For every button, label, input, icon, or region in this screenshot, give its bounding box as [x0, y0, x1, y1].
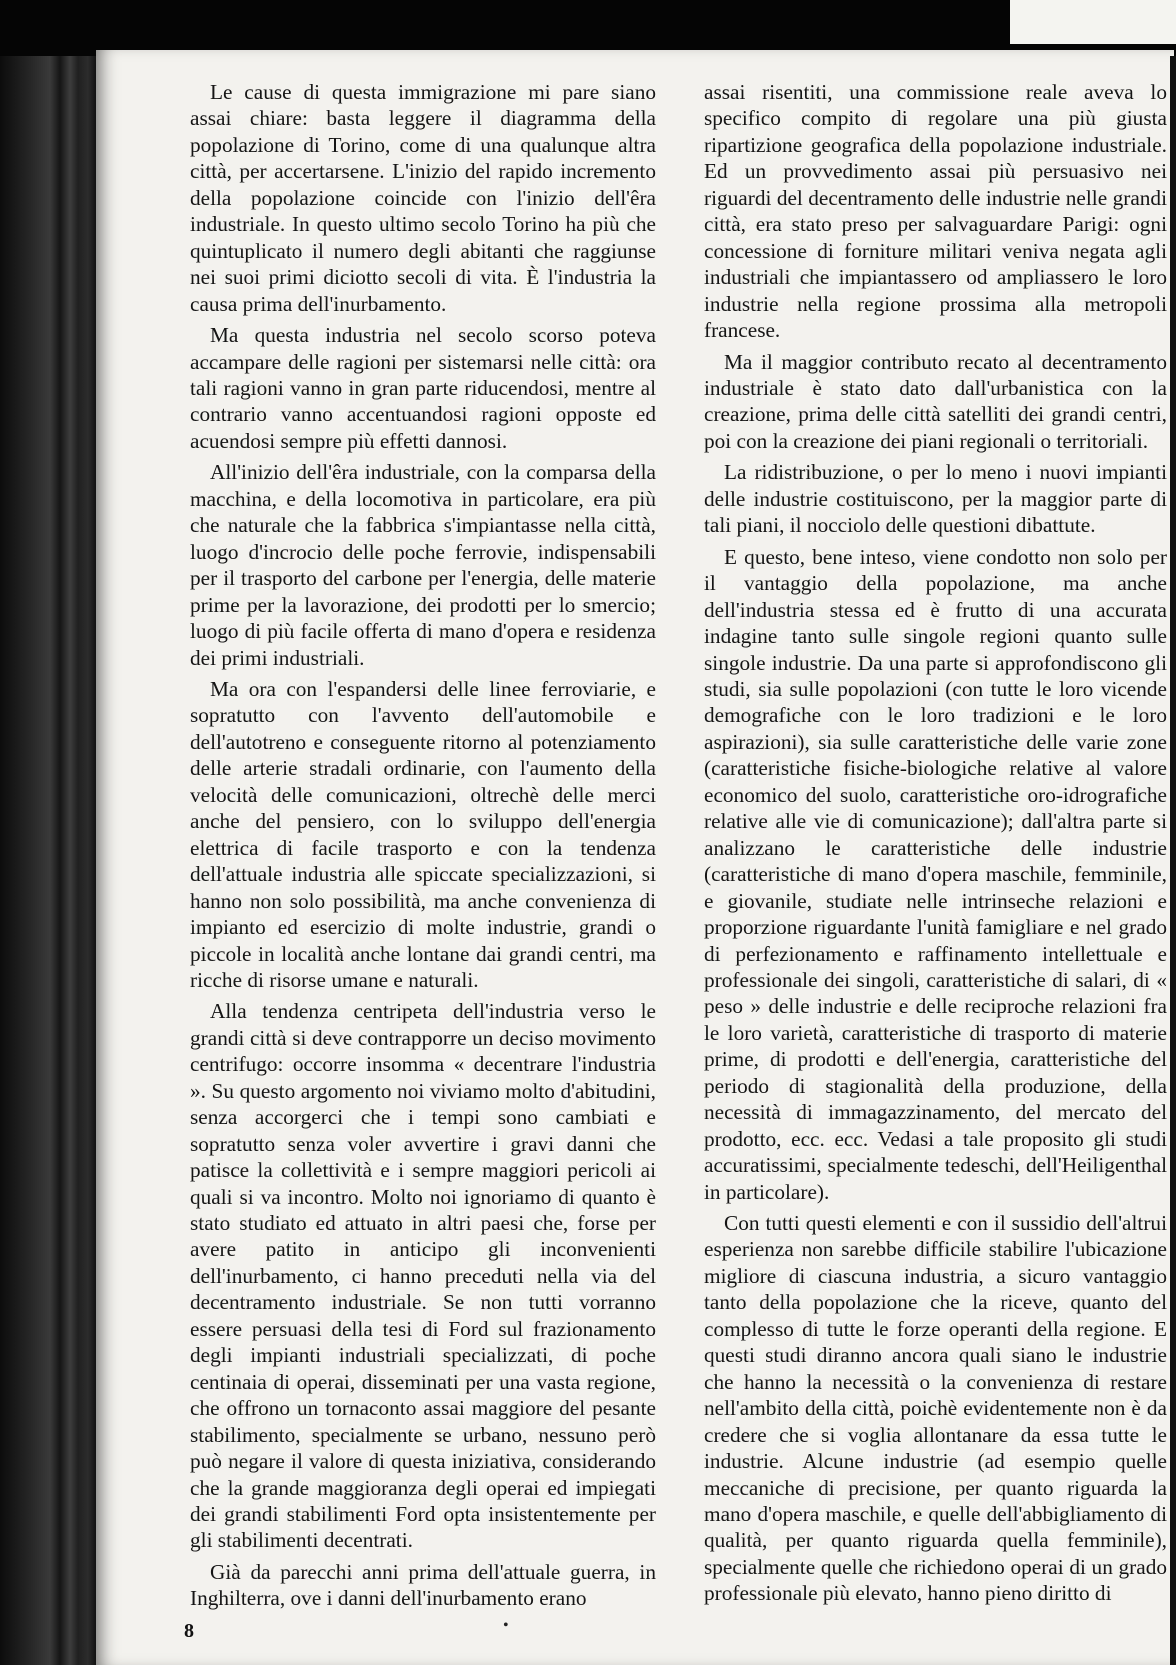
paragraph: E questo, bene inteso, viene condotto non solo per il vantaggio della popolazione, ma anche dell'industria stessa ed è frutto di una accurata indagine tanto sulle singole regioni quanto sulle singole industrie. Da una parte si approfondiscono gli studi, sia sulle popolazioni (con tutte le loro vicende demografiche con le loro tradizioni e le loro aspirazioni), sia sulle caratteristiche delle varie zone (caratteristiche fisiche-biologiche relative al valore economico del suolo, caratteristiche oro-idrografiche relative alle vie di comunicazione); dall'altra parte si analizzano le caratteristiche delle industrie (caratteristiche di mano d'opera maschile, femminile, e giovanile, studiate nelle intrinseche relazioni e proporzione riguardante l'unità famigliare e nel grado di perfezionamento e raffinamento intellettuale e professionale dei singoli, caratteristiche di salari, di « peso » delle industrie e delle reciproche relazioni fra le loro varietà, caratteristiche di trasporto di materie prime, di prodotti e dell'energia, caratteristiche del periodo di stagionalità della produzione, della necessità di immagazzinamento, del mercato del prodotto, ecc. ecc. Vedasi a tale proposito gli studi accuratissimi, specialmente tedeschi, dell'Heiligenthal in particolare).	[704, 544, 1167, 1204]
left-text-column	[190, 79, 656, 1617]
paragraph: Alla tendenza centripeta dell'industria verso le grandi città si deve contrapporre un deciso movimento centrifugo: occorre insomma « decentrare l'industria ». Su questo argomento noi viviamo molto d'abitudini, senza accorgerci che i tempi sono cambiati e sopratutto senza voler avvertire i gravi danni che patisce la collettività e i sempre maggiori pericoli ai quali si va incontro. Molto noi ignoriamo di quanto è stato studiato ed attuato in altri paesi che, forse per avere patito in anticipo gli inconvenienti dell'inurbamento, ci hanno preceduti nella via del decentramento industriale. Se non tutti vorranno essere persuasi della tesi di Ford sul frazionamento degli impianti industriali specializzati, di poche centinaia di operai, disseminati per una vasta regione, che offrono un tornaconto assai maggiore del pesante stabilimento, specialmente se urbano, nessuno però può negare il valore di questa iniziativa, considerando che la grande maggioranza degli operai ed impiegati dei grandi stabilimenti Ford opta insistentemente per gli stabilimenti decentrati.	[190, 999, 656, 1553]
paragraph-continuation: assai risentiti, una commissione reale aveva lo specifico compito di regolare una più giusta ripartizione geografica della popolazione industriale. Ed un provvedimento assai più persuasivo nei riguardi del decentramento delle industrie nelle grandi città, era stato preso per salvaguardare Parigi: ogni concessione di forniture militari veniva negata agli industriali che impiantassero od ampliassero le loro industrie nella regione prossima alla metropoli francese.	[704, 80, 1167, 343]
paragraph: Già da parecchi anni prima dell'attuale guerra, in Inghilterra, ove i danni dell'inurbamento erano	[190, 1559, 656, 1611]
paragraph: Ma questa industria nel secolo scorso poteva accampare delle ragioni per sistemarsi nelle città: ora tali ragioni vanno in gran parte riducendosi, mentre al contrario vanno accentuandosi ragioni opposte ed acuendosi sempre più effetti dannosi.	[190, 323, 656, 453]
page-number: 8	[184, 1620, 194, 1642]
paragraph: Le cause di questa immigrazione mi pare siano assai chiare: basta leggere il diagramma della popolazione di Torino, come di una qualunque altra città, per accertarsene. L'inizio del rapido incremento della popolazione coincide con l'inizio dell'êra industriale. In questo ultimo secolo Torino ha più che quintuplicato il numero degli abitanti che raggiunse nei suoi primi diciotto secoli di vita. È l'industria la causa prima dell'inurbamento.	[190, 80, 656, 316]
scan-right-border	[1170, 56, 1176, 1665]
scan-paper-corner	[1010, 0, 1176, 44]
footer-ornament: •	[503, 1617, 509, 1634]
paragraph: Con tutti questi elementi e con il sussidio dell'altrui esperienza non sarebbe difficile stabilire l'ubicazione migliore di ciascuna industria, a sicuro vantaggio tanto della popolazione che la riceve, quanto del complesso di tutte le forze operanti della regione. E questi studi diranno ancora quali siano le industrie che hanno la necessità o la convenienza di restare nell'ambito della città, poichè evidentemente non è da credere che si voglia allontanare da essa tutte le industrie. Alcune industrie (ad esempio quelle meccaniche di precisione, per quanto riguarda la mano d'opera maschile, e quelle dell'abbigliamento di qualità, per quanto riguarda quella femminile), specialmente quelle che richiedono operai di un grado professionale più elevato, hanno pieno diritto di	[704, 1211, 1167, 1606]
scan-top-border	[0, 0, 1176, 56]
paragraph: La ridistribuzione, o per lo meno i nuovi impianti delle industrie costituiscono, per la maggior parte di tali piani, il nocciolo delle questioni dibattute.	[704, 460, 1167, 538]
paragraph: Ma ora con l'espandersi delle linee ferroviarie, e sopratutto con l'avvento dell'automobile e dell'autotreno e conseguente ritorno al potenziamento delle arterie stradali ordinarie, con l'aumento della velocità delle comunicazioni, oltrechè delle merci anche del pensiero, con lo sviluppo dell'energia elettrica di facile trasporto e con la tendenza dell'attuale industria alle spiccate specializzazioni, si hanno non solo possibilità, ma anche convenienza di impianto ed esercizio di molte industrie, grandi o piccole in località anche lontane dai grandi centri, ma ricche di risorse umane e naturali.	[190, 676, 656, 992]
right-text-column	[704, 79, 1167, 1612]
paragraph: All'inizio dell'êra industriale, con la comparsa della macchina, e della locomotiva in particolare, era più che naturale che la fabbrica s'impiantasse nella città, luogo d'incrocio delle poche ferrovie, indispensabili per il trasporto del carbone per l'energia, delle materie prime per la lavorazione, dei prodotti per lo smercio; luogo di più facile offerta di mano d'opera e residenza dei primi industriali.	[190, 460, 656, 670]
paragraph: Ma il maggior contributo recato al decentramento industriale è stato dato dall'urbanistica con la creazione, prima delle città satelliti dei grandi centri, poi con la creazione dei piani regionali o territoriali.	[704, 349, 1167, 453]
